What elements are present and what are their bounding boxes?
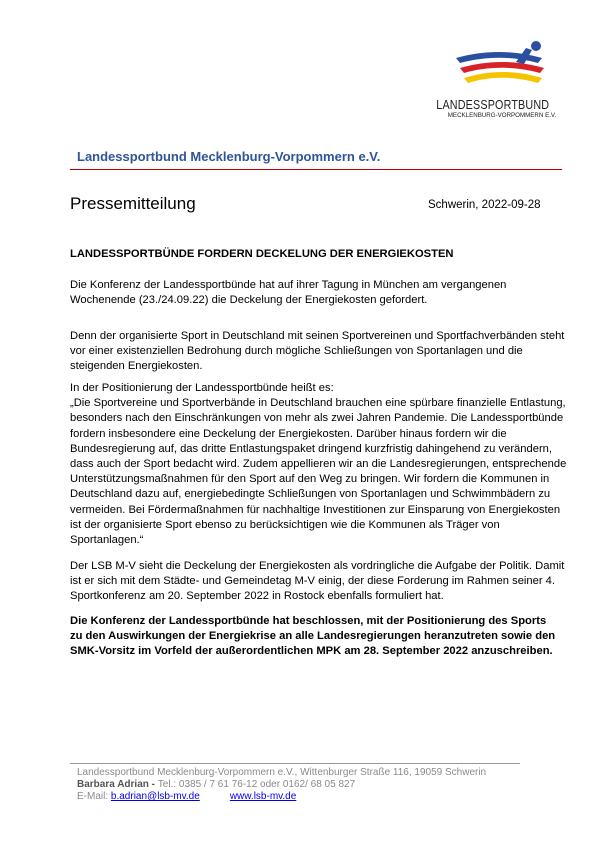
footer-contact (77, 779, 355, 792)
text-line: SMK-Vorsitz im Vorfeld der außerordentlichen MPK am 28. September 2022 anzuschreiben. (70, 645, 553, 658)
text-line: Die Konferenz der Landessportbünde hat auf ihrer Tagung in München am vergangenen (70, 279, 507, 291)
text-line: vermeiden. Bei Fördermaßnahmen für nachhaltige Investitionen zur Einsparung von Energiekosten (70, 503, 561, 516)
text-line: ist er sich mit dem Städte- und Gemeindetag M-V einig, der diese Forderung im Rahmen seiner 4. (70, 575, 556, 588)
text-line: zu den Auswirkungen der Energiekrise an alle Landesregierungen heranzutreten sowie den (70, 630, 556, 643)
header-divider (70, 169, 562, 170)
place-date: Schwerin, 2022-09-28 (428, 199, 541, 211)
email-link[interactable]: b.adrian@lsb-mv.de (110, 791, 200, 802)
paragraph-resolution (70, 614, 570, 660)
text-line: Unterstützungsmaßnahmen für den Sport auf den Weg zu bringen. Wir fordern die Kommunen in (70, 473, 550, 486)
text-line: ist der organisierte Sport ebenso zu berücksichtigen wie die Kommunen als Träger von (70, 518, 500, 531)
logo-yellow-stripe (464, 72, 542, 83)
text-line: Deutschland dazu auf, energiebedingte Schließungen von Sportanlagen und Schwimmbädern zu (70, 488, 551, 501)
press-headline: LANDESSPORTBÜNDE FORDERN DECKELUNG DER ENERGIEKOSTEN (70, 248, 454, 260)
text-line: besonders nach den Einschränkungen von mehr als zwei Jahren Pandemie. Die Landessportbünde (70, 412, 564, 425)
text-line: Wochenende (23./24.09.22) die Deckelung der Energiekosten gefordert. (70, 294, 428, 307)
document-title: Pressemitteilung (70, 194, 196, 213)
logo-subtitle: MECKLENBURG-VORPOMMERN E.V. (447, 112, 557, 119)
lsb-logo (436, 40, 568, 130)
organization-heading: Landessportbund Mecklenburg-Vorpommern e.V. (77, 149, 381, 164)
text-line: vor einer existenziellen Bedrohung durch mögliche Schließungen von Sportanlagen und die (70, 345, 523, 358)
text-line: Sportanlagen.“ (70, 534, 144, 547)
contact-phone: Tel.: 0385 / 7 61 76-12 oder 0162/ 68 05 827 (157, 779, 356, 790)
paragraph-threat (70, 329, 570, 375)
text-line: Denn der organisierte Sport in Deutschland mit seinen Sportvereinen und Sportfachverbänden steht (70, 330, 565, 342)
footer-links (77, 791, 296, 804)
paragraph-intro (70, 278, 570, 308)
footer-divider (70, 763, 520, 764)
text-line: In der Positionierung der Landessportbünde heißt es: (70, 382, 334, 394)
contact-name: Barbara Adrian (77, 779, 149, 790)
contact-separator: - (148, 779, 158, 790)
text-line: „Die Sportvereine und Sportverbände in Deutschland brauchen eine spürbare finanzielle Entlastung, (70, 397, 566, 410)
text-line: Der LSB M-V sieht die Deckelung der Energiekosten als vordringliche die Aufgabe der Politik. Damit (70, 560, 565, 572)
text-line: fordern insbesondere eine Deckelung der Energiekosten. Darüber hinaus fordern wir die (70, 427, 507, 440)
website-link[interactable]: www.lsb-mv.de (229, 791, 297, 802)
lsb-logo-mark-icon (454, 40, 550, 96)
paragraph-quote (70, 381, 570, 548)
paragraph-lsb-position (70, 559, 570, 605)
logo-figure-head (531, 41, 541, 51)
text-line: steigenden Energiekosten. (70, 360, 203, 373)
text-line: Sportkonferenz am 20. September 2022 in Rostock ebenfalls formuliert hat. (70, 590, 444, 603)
logo-red-stripe (460, 62, 544, 73)
logo-name: LANDESSPORTBUND (436, 98, 550, 112)
text-line: dass auch der Sport bedacht wird. Zudem appellieren wir an die Landesregierungen, entsprechende (70, 458, 567, 471)
text-line: Die Konferenz der Landessportbünde hat beschlossen, mit der Positionierung des Sports (70, 615, 547, 627)
email-label: E-Mail: (77, 791, 111, 802)
text-line: Bundesregierung auf, das dritte Entlastungspaket dringend kurzfristig dahingehend zu verändern, (70, 442, 552, 455)
footer-address: Landessportbund Mecklenburg-Vorpommern e.V., Wittenburger Straße 116, 19059 Schwerin (77, 767, 487, 778)
